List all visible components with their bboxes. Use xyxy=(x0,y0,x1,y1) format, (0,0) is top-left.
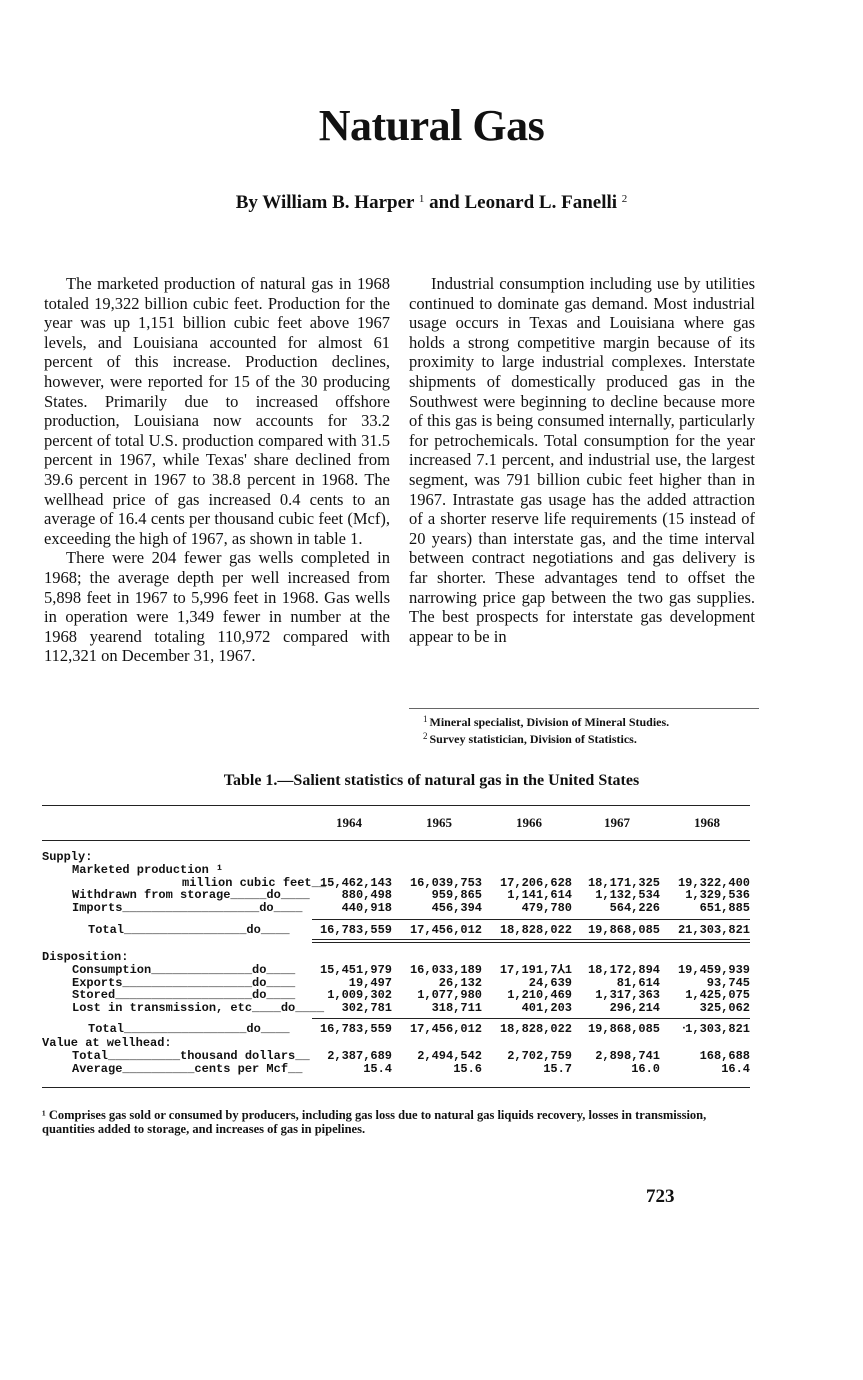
author-footnotes xyxy=(409,708,759,746)
row-label: Imports___________________do____ xyxy=(72,901,303,916)
table-cell: 479,780 xyxy=(521,901,572,916)
table-cell: 21,303,821 xyxy=(677,922,750,937)
page-title: Natural Gas xyxy=(318,101,545,150)
table-cell: 16,783,559 xyxy=(319,1021,392,1036)
paragraph-wells: There were 204 fewer gas wells completed in 1968; the average depth per well increased from 5,898 feet in 1967 to 5,996 feet in 1968. Gas wells in operation were 1,349 fewer in number at the 1968 yearend totaling 110,972 compared with 112,321 on December 31, 1967. xyxy=(44,548,390,666)
year-header: 1968 xyxy=(694,815,720,830)
table-cell: 2,387,689 xyxy=(327,1048,392,1063)
table-row xyxy=(42,1002,750,1015)
table-cell: 1,329,536 xyxy=(685,888,750,903)
table-cell: 2,494,542 xyxy=(417,1048,482,1063)
year-header: 1964 xyxy=(336,815,362,830)
table-cell: 18,172,894 xyxy=(587,962,660,977)
row-label: Stored___________________do____ xyxy=(72,988,296,1003)
table-cell: 15,451,979 xyxy=(319,962,392,977)
table-cell: 401,203 xyxy=(521,1001,572,1016)
table-footnote: ¹ Comprises gas sold or consumed by producers, including gas loss due to natural gas liquids recovery, losses in transmission, quantities added to storage, and increases of gas in pipelines. xyxy=(42,1108,707,1136)
table-cell: 1,132,534 xyxy=(595,888,660,903)
year-header: 1966 xyxy=(516,815,542,830)
table-row xyxy=(42,864,750,877)
row-label: Consumption______________do____ xyxy=(72,962,296,977)
table-cell: ᐧ1,303,821 xyxy=(682,1021,750,1036)
table-cell: 1,141,614 xyxy=(507,888,572,903)
table-row xyxy=(42,1063,750,1076)
row-label: Exports__________________do____ xyxy=(72,975,296,990)
table-cell: 15.4 xyxy=(363,1061,392,1076)
table-cell: 1,425,075 xyxy=(685,988,750,1003)
table-row xyxy=(42,1021,750,1037)
table-row xyxy=(42,1037,750,1050)
table-cell: 18,828,022 xyxy=(499,1021,572,1036)
table-cell: 19,868,085 xyxy=(587,1021,660,1036)
table-cell: 325,062 xyxy=(699,1001,750,1016)
table-cell: 16,783,559 xyxy=(319,922,392,937)
row-label: Total_________________do____ xyxy=(88,922,290,937)
footnote-1 xyxy=(409,712,759,729)
table-cell: 1,317,363 xyxy=(595,988,660,1003)
table-cell: 302,781 xyxy=(341,1001,392,1016)
table-cell: 2,702,759 xyxy=(507,1048,572,1063)
section-label: Supply: xyxy=(42,850,93,864)
table-row xyxy=(42,951,750,964)
table-cell: 26,132 xyxy=(438,975,482,990)
table-cell: 17,191,7⅄1 xyxy=(499,962,572,977)
left-column xyxy=(44,274,390,666)
row-label: Total_________________do____ xyxy=(88,1021,290,1036)
sum-rule xyxy=(312,939,750,940)
table-cell: 16.4 xyxy=(721,1061,750,1076)
author-2: and Leonard L. Fanelli xyxy=(429,192,618,213)
table-cell: 24,639 xyxy=(528,975,572,990)
table-cell: 18,171,325 xyxy=(587,875,660,890)
table-cell: 1,009,302 xyxy=(327,988,392,1003)
table-bottom-rule xyxy=(42,1087,750,1088)
table-cell: 880,498 xyxy=(341,888,392,903)
row-label: Lost in transmission, etc____do____ xyxy=(72,1001,325,1016)
table-cell: 17,456,012 xyxy=(409,922,482,937)
table-row xyxy=(42,1050,750,1063)
sum-rule xyxy=(312,919,750,920)
author-1: By William B. Harper xyxy=(235,192,415,213)
table-cell: 81,614 xyxy=(616,975,660,990)
row-label: million cubic feet__ xyxy=(182,875,327,890)
byline xyxy=(0,192,863,214)
table-row xyxy=(42,902,750,915)
table-cell: 17,206,628 xyxy=(499,875,572,890)
table-cell: 93,745 xyxy=(706,975,750,990)
table-cell: 19,459,939 xyxy=(677,962,750,977)
row-label: Total__________thousand dollars__ xyxy=(72,1048,310,1063)
table-cell: 2,898,741 xyxy=(595,1048,660,1063)
table-cell: 19,497 xyxy=(348,975,392,990)
table-cell: 959,865 xyxy=(431,888,482,903)
footnote-2-text: Survey statistician, Division of Statistics. xyxy=(429,732,637,746)
table-header-row xyxy=(42,806,750,840)
table-cell: 440,918 xyxy=(341,901,392,916)
table-cell: 16.0 xyxy=(631,1061,660,1076)
table-cell: 564,226 xyxy=(609,901,660,916)
table-row xyxy=(42,964,750,977)
table-cell: 15,462,143 xyxy=(319,875,392,890)
table-cell: 19,868,085 xyxy=(587,922,660,937)
footnote-2-num: 2 xyxy=(423,731,428,741)
table-cell: 318,711 xyxy=(431,1001,482,1016)
table-cell: 456,394 xyxy=(431,901,482,916)
table-cell: 651,885 xyxy=(699,901,750,916)
row-label: Withdrawn from storage_____do____ xyxy=(72,888,310,903)
table-caption: Table 1.—Salient statistics of natural gas in the United States xyxy=(223,772,640,789)
table-cell: 296,214 xyxy=(609,1001,660,1016)
section-label: Value at wellhead: xyxy=(42,1035,172,1050)
paragraph-industrial: Industrial consumption including use by utilities continued to dominate gas demand. Most industrial usage occurs in Texas and Louisiana where gas holds a strong competitive margin because of its proximity to large industrial complexes. Interstate shipments of domestically produced gas in the Southwest were beginning to decline because more of this gas is being consumed internally, particularly for petrochemicals. Total consumption for the year increased 7.1 percent, and industrial use, the largest segment, was 791 billion cubic feet higher than in 1967. Intrastate gas usage has the added attraction of a shorter reserve life requirements (15 instead of 20 years) than interstate gas, and the time interval between contract negotiations and gas delivery is far shorter. These advantages tend to offset the narrowing price gap between the two gas supplies. The best prospects for interstate gas development appear to be in xyxy=(409,274,755,646)
table-cell: 18,828,022 xyxy=(499,922,572,937)
table-cell: 15.7 xyxy=(543,1061,572,1076)
section-label: Disposition: xyxy=(42,949,129,964)
table-row xyxy=(42,851,750,864)
year-header: 1967 xyxy=(604,815,630,830)
footnote-ref-1: 1 xyxy=(418,193,425,205)
footnote-ref-2: 2 xyxy=(621,193,628,205)
table-cell: 17,456,012 xyxy=(409,1021,482,1036)
paragraph-production: The marketed production of natural gas in 1968 totaled 19,322 billion cubic feet. Production for the year was up 1,151 billion cubic feet above 1967 levels, and Louisiana accounted for almost 61 percent of this increase. Production declines, however, were reported for 15 of the 30 producing States. Primarily due to increased offshore production, Louisiana now accounts for 33.2 percent of total U.S. production compared with 31.5 percent in 1967, while Texas' share declined from 39.6 percent in 1967 to 38.8 percent in 1968. The wellhead price of gas increased 0.4 cents to an average of 16.4 cents per thousand cubic feet (Mcf), exceeding the high of 1967, as shown in table 1. xyxy=(44,274,390,548)
sum-rule xyxy=(312,942,750,943)
table-cell: 15.6 xyxy=(453,1061,482,1076)
table-cell: 168,688 xyxy=(699,1048,750,1063)
row-label: Average__________cents per Mcf__ xyxy=(72,1061,303,1076)
year-header: 1965 xyxy=(426,815,452,830)
footnote-1-num: 1 xyxy=(423,714,428,724)
statistics-table xyxy=(42,805,750,1088)
footnote-1-text: Mineral specialist, Division of Mineral Studies. xyxy=(429,715,670,729)
table-cell: 16,033,189 xyxy=(409,962,482,977)
table-cell: 19,322,400 xyxy=(677,875,750,890)
right-column xyxy=(409,274,755,646)
table-cell: 1,077,980 xyxy=(417,988,482,1003)
page-number: 723 xyxy=(646,1186,675,1207)
footnote-2 xyxy=(409,729,759,746)
row-label: Marketed production ¹ xyxy=(72,862,224,877)
table-cell: 1,210,469 xyxy=(507,988,572,1003)
sum-rule xyxy=(312,1018,750,1019)
table-cell: 16,039,753 xyxy=(409,875,482,890)
table-row xyxy=(42,921,750,939)
